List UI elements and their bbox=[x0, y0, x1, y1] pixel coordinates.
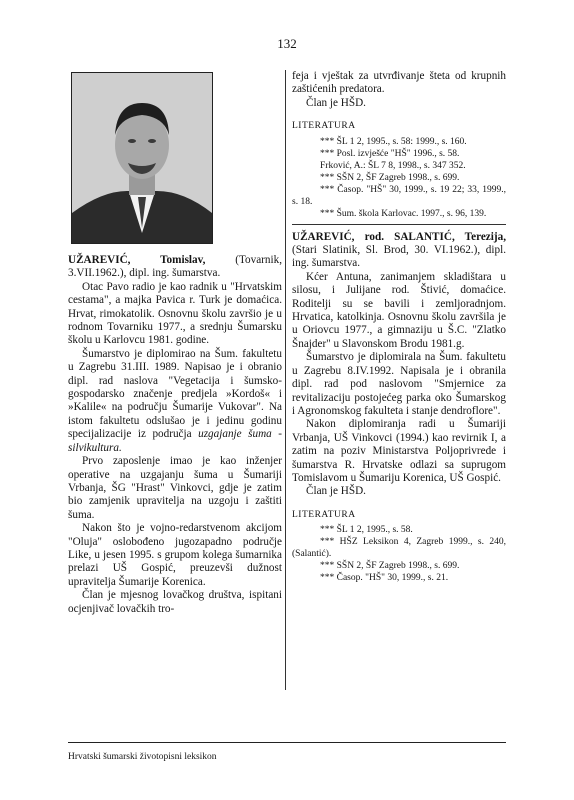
portrait-photo-illustration bbox=[72, 73, 212, 243]
entry-heading-rest: (Tovarnik, 3.VII.1962.), dipl. ing. šumarstva. bbox=[68, 254, 282, 280]
entry-heading-rest: (Stari Slatinik, Sl. Brod, 30. VI.1962.), dipl. ing. šumarstva. bbox=[292, 244, 506, 270]
page-number: 132 bbox=[277, 36, 297, 51]
paragraph-first-job: Prvo zaposlenje imao je kao inženjer operative na uzgajanju šuma u Šumariji Vrbanja, ŠG "Hrast" Vinkovci, gdje je zatim bio zamjenik upravitelja na uzgoju i zaštiti šuma. bbox=[68, 455, 282, 521]
paragraph-family: Otac Pavo radio je kao radnik u "Hrvatskim cestama", a majka Pavica r. Turk je domaćica. Hrvat, rimokatolik. Osnovnu školu završio je u rodnom Tovarniku 1977., a srednju Šumarsku školu u Karlovcu 1981. godine. bbox=[68, 280, 282, 347]
literature-item: *** Časop. "HŠ" 30, 1999., s. 21. bbox=[320, 573, 449, 584]
literature-item: *** SŠN 2, ŠF Zagreb 1998., s. 699. bbox=[320, 172, 460, 183]
paragraph-work: Nakon diplomiranja radi u Šumariji Vrbanja, UŠ Vinkovci (1994.) kao revirnik I, a zatim na poziv Ministarstva Poljoprivrede i šumarstva R. Hrvatske odlazi sa suprugom Tomislavom u Šumariju Korenica, UŠ Gospić. bbox=[292, 418, 506, 484]
portrait-photo bbox=[71, 72, 213, 244]
literature-title-2: LITERATURA bbox=[292, 509, 356, 520]
continuation-text: feja i vještak za utvrđivanje šteta od krupnih zaštićenih predatora. bbox=[292, 70, 506, 96]
literature-item: *** Šum. škola Karlovac. 1997., s. 96, 139. bbox=[320, 208, 487, 219]
literature-item: *** Časop. "HŠ" 30, 1999., s. 19 22; 33, 1999., s. 18. bbox=[292, 184, 506, 207]
literature-item: *** ŠL 1 2, 1995., s. 58. bbox=[320, 525, 413, 536]
footer-rule bbox=[68, 742, 506, 743]
entry-name-tomislav: UŽAREVIĆ, Tomislav, bbox=[68, 254, 206, 266]
literature-title-1: LITERATURA bbox=[292, 121, 356, 132]
literature-item: *** Posl. izvješće "HŠ" 1996., s. 58. bbox=[320, 148, 460, 159]
paragraph-family: Kćer Antuna, zanimanjem skladištara u silosu, i Julijane rod. Štivić, domaćice. Roditelji su se bavili i zemljoradnjom. Hrvatica, katolkinja. Osnovnu školu završila je u Oriovcu 1977., a gimnaziju u Š.C. "Zlatko Šnajder" u Slavonskom Brodu 1981.g. bbox=[292, 270, 506, 350]
literature-item: *** ŠL 1 2, 1995., s. 58: 1999., s. 160. bbox=[320, 136, 467, 147]
entry-heading-terezija bbox=[292, 231, 506, 271]
entry-name-terezija: UŽAREVIĆ, rod. SALANTIĆ, Terezija, bbox=[292, 230, 506, 243]
paragraph-studies: Šumarstvo je diplomirala na Šum. fakultetu u Zagrebu 8.IV.1992. Napisala je i obranila dipl. rad pod naslovom "Smjernice za revitalizaciju postojećeg parka oko Šumarskog i Agronomskog fakulteta i stanje dendroflore". bbox=[292, 351, 506, 417]
right-column bbox=[292, 70, 506, 584]
literature-item: *** SŠN 2, ŠF Zagreb 1998., s. 699. bbox=[320, 561, 460, 572]
specialization-italic: uzgajanje šuma - silvikultura. bbox=[68, 428, 282, 454]
paragraph-studies bbox=[68, 348, 282, 455]
section-divider bbox=[292, 224, 506, 225]
footer-title: Hrvatski šumarski životopisni leksikon bbox=[68, 752, 217, 762]
paragraph-oluja: Nakon što je vojno-redarstvenom akcijom "Oluja" oslobođeno jugozapadno područje Like, u jesen 1995. s grupom kolega šumarnika prelazi UŠ Gospić, preuzevši dužnost upravitelja Šumarije Korenica. bbox=[68, 522, 282, 588]
paragraph-hunting: Član je mjesnog lovačkog društva, ispitani ocjenjivač lovačkih tro- bbox=[68, 589, 282, 615]
paragraph-studies-text: Šumarstvo je diplomirao na Šum. fakultetu u Zagrebu 31.III. 1989. Napisao je i obranio dipl. rad naslova "Vegetacija i šumsko-gospodarsko značenje predjela »Kordoš« i »Kalile« na području Šumarije Vukovar". Na istom fakultetu odslušao je i jedinu godinu specijalizacije iz područja bbox=[68, 347, 282, 441]
membership-text: Član je HŠD. bbox=[306, 485, 366, 498]
literature-item: *** HŠZ Leksikon 4, Zagreb 1999., s. 240, (Salantić). bbox=[292, 537, 506, 560]
literature-item: Frković, A.: ŠL 7 8, 1998., s. 347 352. bbox=[320, 160, 466, 171]
membership-text: Član je HŠD. bbox=[306, 96, 366, 109]
left-column bbox=[68, 70, 282, 616]
entry-heading-tomislav bbox=[68, 254, 282, 281]
column-divider bbox=[285, 70, 286, 690]
